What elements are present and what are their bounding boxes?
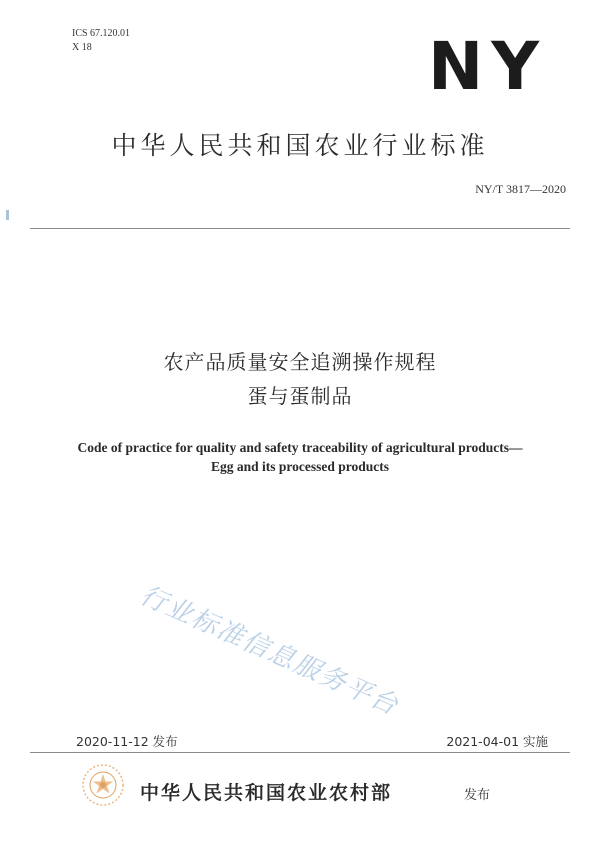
watermark: 行业标准信息服务平台 xyxy=(135,580,404,722)
national-emblem-icon xyxy=(80,762,126,808)
standard-number: NY/T 3817—2020 xyxy=(475,182,566,196)
header-divider xyxy=(30,228,570,229)
title-en-line2: Egg and its processed products xyxy=(210,459,390,474)
footer-divider xyxy=(30,752,570,753)
issuer-suffix: 发布 xyxy=(464,788,491,803)
issue-date: 2020-11-12 发布 xyxy=(76,734,178,749)
classification-code: X 18 xyxy=(72,42,92,53)
scan-mark xyxy=(6,210,9,220)
ics-code: ICS 67.120.01 xyxy=(72,28,131,39)
title-cn-line2: 蛋与蛋制品 xyxy=(247,384,353,408)
title-en-line1: Code of practice for quality and safety traceability of agricultural products— xyxy=(77,440,523,455)
standard-category: 中华人民共和国农业行业标准 xyxy=(111,131,489,160)
ny-logo: NY xyxy=(428,28,548,105)
title-cn-line1: 农产品质量安全追溯操作规程 xyxy=(163,350,437,374)
issuing-authority: 中华人民共和国农业农村部 xyxy=(140,782,393,804)
implementation-date: 2021-04-01 实施 xyxy=(446,734,548,749)
